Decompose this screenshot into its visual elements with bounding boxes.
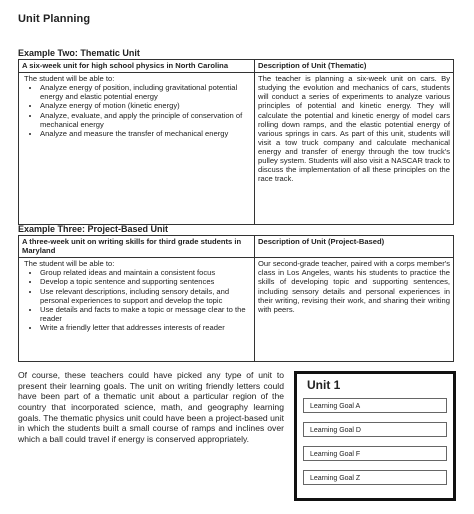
example-two-right-header: Description of Unit (Thematic) (255, 60, 454, 73)
list-item: • Use details and facts to make a topic or message clear to the reader (40, 305, 251, 323)
example-three-lead: The student will be able to: (24, 259, 115, 269)
example-three-right-header: Description of Unit (Project-Based) (255, 236, 454, 258)
list-item: • Write a friendly letter that addresses interests of reader (40, 323, 251, 332)
list-item: • Use relevant descriptions, including sensory details, and personal experiences to support and develop the topic (40, 287, 251, 305)
list-item: • Analyze energy of position, including gravitational potential energy and elastic potential energy (40, 83, 251, 101)
example-two-goals-cell (19, 73, 255, 225)
example-three-heading: Example Three: Project-Based Unit (18, 224, 169, 234)
list-item: • Analyze energy of motion (kinetic energy) (40, 101, 251, 110)
example-two-goal-list (22, 83, 251, 138)
unit-box (294, 371, 456, 501)
example-three-goal-list (22, 268, 251, 332)
closing-paragraph: Of course, these teachers could have picked any type of unit to present their learning goals. The unit on writing friendly letters could have been part of a thematic unit about a particular region of the country that incorporated science, math, and geography learning goals. The thematic physics unit could have been a project-based unit in which the students built a small course of ramps and inclines over which a ball could travel if energy is conserved appropriately. (18, 370, 284, 444)
learning-goal-field: Learning Goal D (303, 422, 447, 437)
example-three-goals-cell (19, 258, 255, 362)
list-item: • Analyze and measure the transfer of mechanical energy (40, 129, 251, 138)
list-item: • Analyze, evaluate, and apply the principle of conservation of mechanical energy (40, 111, 251, 129)
example-three-left-header: A three-week unit on writing skills for third grade students in Maryland (19, 236, 255, 258)
example-three-table (18, 235, 454, 362)
page-title: Unit Planning (18, 13, 91, 25)
example-two-heading: Example Two: Thematic Unit (18, 48, 140, 58)
example-two-lead: The student will be able to: (24, 74, 115, 84)
learning-goal-field: Learning Goal F (303, 446, 447, 461)
example-two-table (18, 59, 454, 225)
example-two-left-header: A six-week unit for high school physics in North Carolina (19, 60, 255, 73)
learning-goal-field: Learning Goal Z (303, 470, 447, 485)
list-item: • Group related ideas and maintain a consistent focus (40, 268, 251, 277)
example-three-description: Our second-grade teacher, paired with a corps member's class in Los Angeles, wants his students to practice the skills of developing topic and supporting sentences, including sensory details and personal experiences in their writing, revising their work, and sharing their writing with peers. (255, 258, 454, 362)
learning-goal-field: Learning Goal A (303, 398, 447, 413)
unit-box-title: Unit 1 (307, 378, 341, 392)
list-item: • Develop a topic sentence and supporting sentences (40, 277, 251, 286)
example-two-description: The teacher is planning a six-week unit on cars. By studying the evolution and mechanics of cars, students will conduct a series of experiments to analyze various principles of potential and kinetic energy. They will calculate the potential and kinetic energy of model cars rolling down ramps, and the elastic potential energy of various springs in cars. As part of this unit, students will visit a tow truck company and calculate mechanical energy and transfer of energy through the tow truck's pulley system. Students will also visit a NASCAR track to discuss the implementation of all these principles on the race track. (255, 73, 454, 225)
